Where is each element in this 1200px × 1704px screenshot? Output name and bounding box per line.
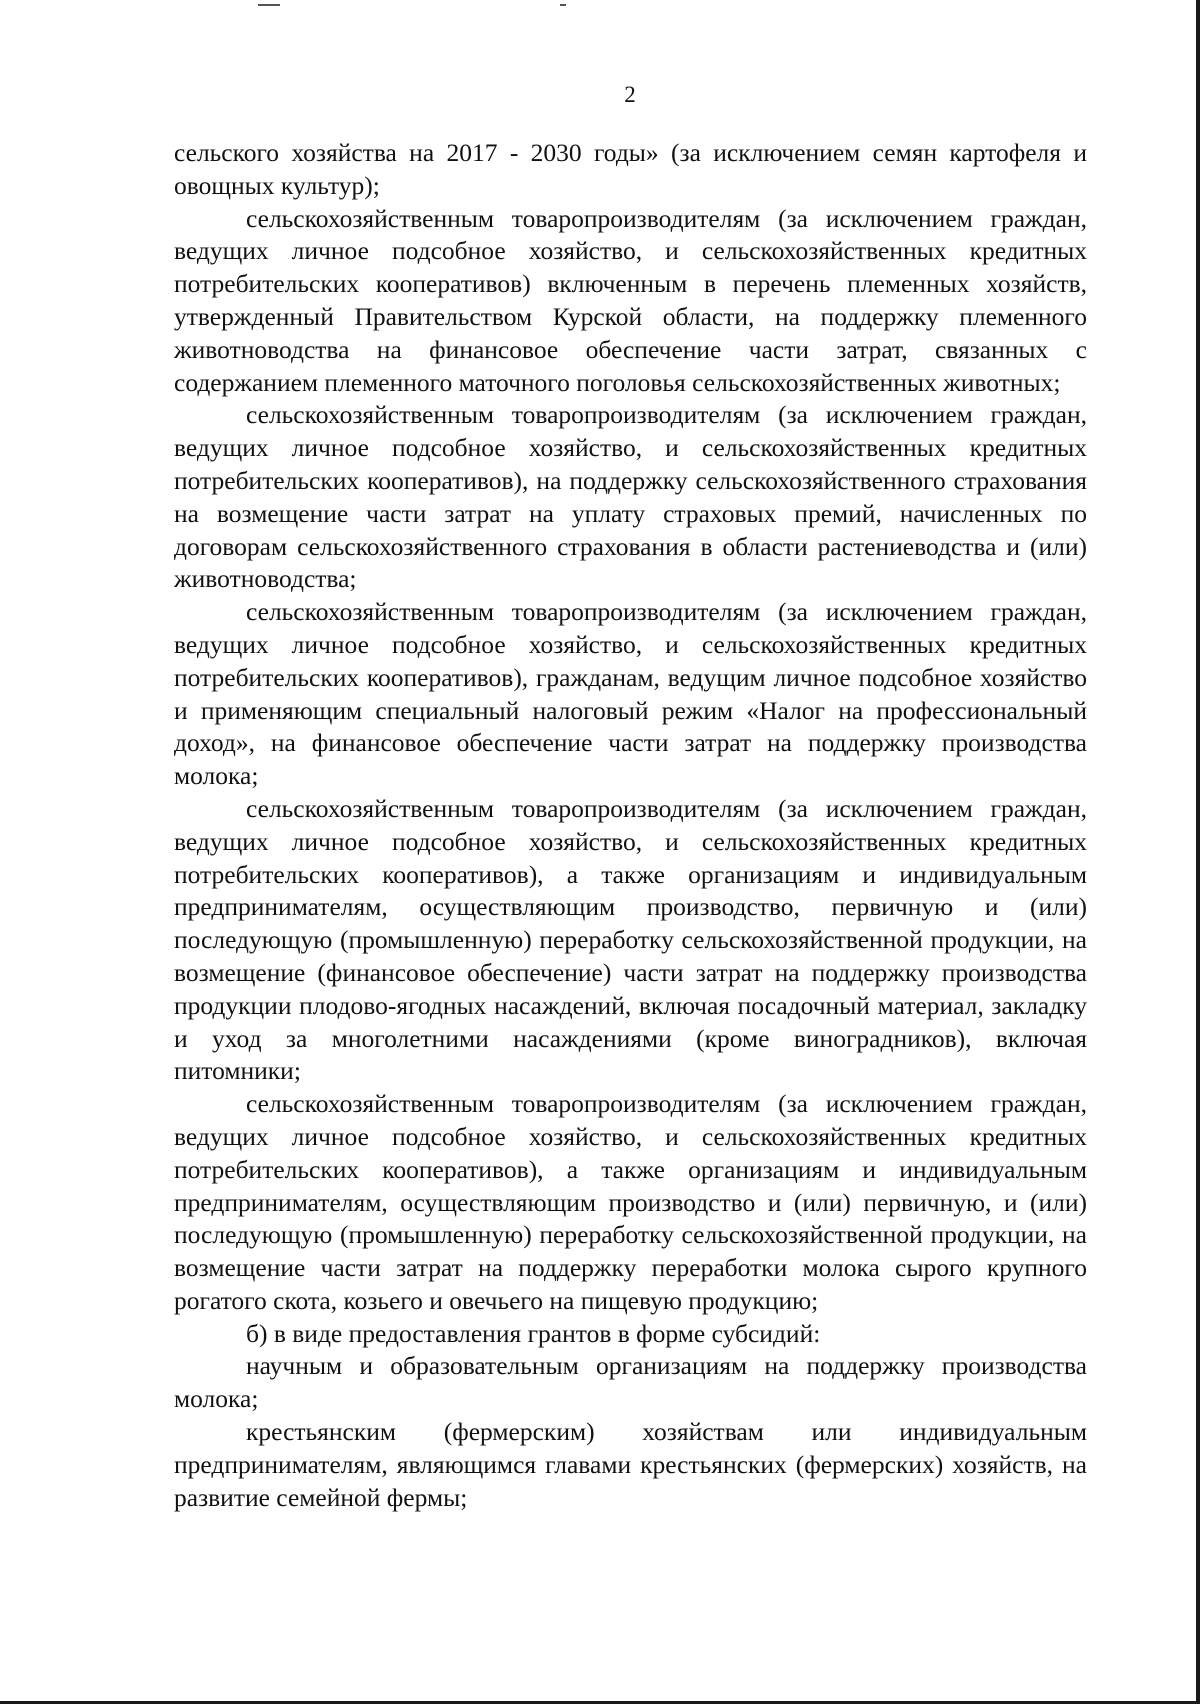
paragraph: б) в виде предоставления грантов в форме субсидий: [246,1318,821,1348]
paragraph: научным и образовательным организациям на поддержку производства молока; [174,1351,1087,1414]
paragraph: сельскохозяйственным товаропроизводителям (за исключением граждан, ведущих личное подсобное хозяйство, и сельскохозяйственных кредитных потребительских кооперативов), а также организациям и индивидуальным предпринимателям, осуществляющим производство и (или) первичную, и (или) последующую (промышленную) переработку сельскохозяйственной продукции, на возмещение части затрат на поддержку переработки молока сырого крупного рогатого скота, козьего и овечьего на пищевую продукцию; [174,1089,1087,1315]
paragraph: сельскохозяйственным товаропроизводителям (за исключением граждан, ведущих личное подсобное хозяйство, и сельскохозяйственных кредитных потребительских кооперативов), на поддержку сельскохозяйственного страхования на возмещение части затрат на уплату страховых премий, начисленных по договорам сельскохозяйственного страхования в области растениеводства и (или) животноводства; [174,400,1087,594]
scan-speck [560,4,566,6]
page-number: 2 [624,82,636,107]
document-body [174,137,1087,1514]
paragraph: сельскохозяйственным товаропроизводителям (за исключением граждан, ведущих личное подсобное хозяйство, и сельскохозяйственных кредитных потребительских кооперативов), гражданам, ведущим личное подсобное хозяйство и применяющим специальный налоговый режим «Налог на профессиональный доход», на финансовое обеспечение части затрат на поддержку производства молока; [174,597,1087,791]
paragraph: сельскохозяйственным товаропроизводителям (за исключением граждан, ведущих личное подсобное хозяйство, и сельскохозяйственных кредитных потребительских кооперативов), а также организациям и индивидуальным предпринимателям, осуществляющим производство, первичную и (или) последующую (промышленную) переработку сельскохозяйственной продукции, на возмещение (финансовое обеспечение) части затрат на поддержку производства продукции плодово-ягодных насаждений, включая посадочный материал, закладку и уход за многолетними насаждениями (кроме виноградников), включая питомники; [174,793,1087,1086]
paragraph: крестьянским (фермерским) хозяйствам или индивидуальным предпринимателям, являющимся главами крестьянских (фермерских) хозяйств, на развитие семейной фермы; [174,1417,1087,1512]
paragraph: сельскохозяйственным товаропроизводителям (за исключением граждан, ведущих личное подсобное хозяйство, и сельскохозяйственных кредитных потребительских кооперативов) включенным в перечень племенных хозяйств, утвержденный Правительством Курской области, на поддержку племенного животноводства на финансовое обеспечение части затрат, связанных с содержанием племенного маточного поголовья сельскохозяйственных животных; [174,203,1087,397]
scan-speck [258,4,280,6]
paragraph: сельского хозяйства на 2017 - 2030 годы» (за исключением семян картофеля и овощных культур); [174,138,1087,200]
scan-border-right [1196,0,1200,1704]
